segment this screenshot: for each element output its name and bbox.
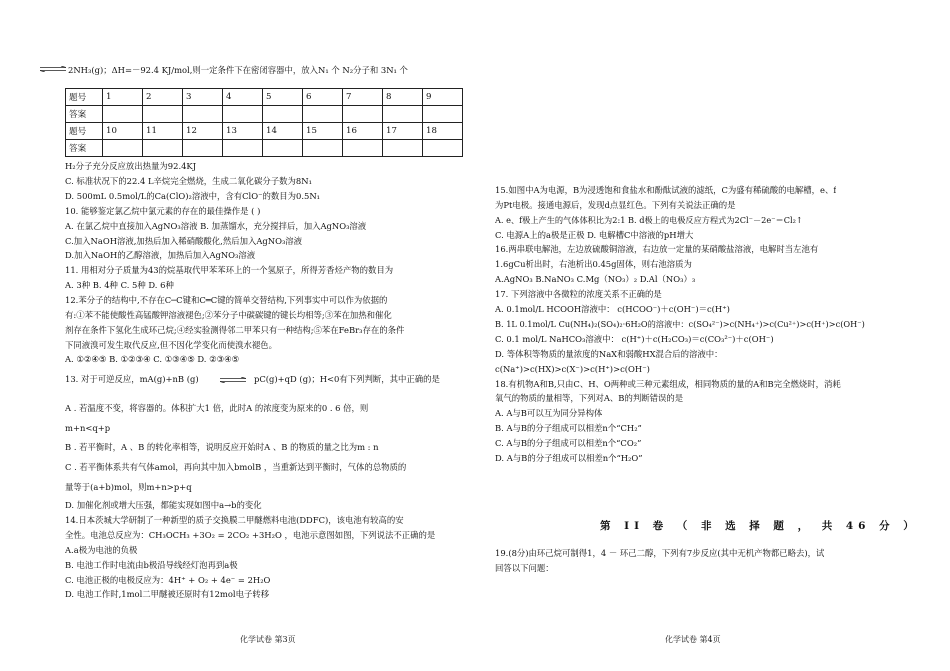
answer-cell[interactable] — [423, 106, 463, 123]
table-row — [66, 89, 463, 106]
text-line: C. 电池正极的电极反应为：4H⁺ + O₂ + 4e⁻ = 2H₂O — [65, 575, 271, 585]
question-number: 1 — [103, 89, 143, 106]
question-16: 16.两串联电解池，左边放硫酸铜溶液，右边放一定量的某硝酸盐溶液，电解时当左池有 — [495, 244, 819, 254]
question-number: 16 — [343, 123, 383, 140]
text-line: D. 加催化剂或增大压强，都能实现如图中a→b的变化 — [65, 500, 262, 510]
equilibrium-arrow-icon — [40, 66, 66, 72]
question-12: 12.苯分子的结构中,不存在C─C键和C═C键的简单交替结构,下列事实中可以作为依据的 — [65, 295, 388, 305]
text-line: D.加入NaOH的乙醇溶液，加热后加入AgNO₃溶液 — [65, 250, 256, 260]
question-number: 12 — [183, 123, 223, 140]
text-line: m+n<q+p — [65, 423, 111, 433]
table-row — [66, 106, 463, 123]
answer-cell[interactable] — [383, 140, 423, 157]
text-line: A.a极为电池的负极 — [65, 545, 138, 555]
answer-table — [65, 88, 463, 157]
answer-cell[interactable] — [223, 106, 263, 123]
text-line: C. 电源A上的a极是正极 D. 电解槽C中溶液的pH增大 — [495, 230, 694, 240]
answer-cell[interactable] — [103, 140, 143, 157]
row-label: 题号 — [66, 123, 103, 140]
text-line: 有:①苯不能使酸性高锰酸钾溶液褪色;②苯分子中碳碳键的键长均相等;③苯在加热和催化 — [65, 310, 392, 320]
question-18: 18.有机物A和B,只由C、H、O两种或三种元素组成，相同物质的量的A和B完全燃烧时，消耗 — [495, 379, 841, 389]
text-line: 氧气的物质的量相等，下列对A、B的判断错误的是 — [495, 393, 684, 403]
question-11: 11. 用相对分子质量为43的烷基取代甲苯苯环上的一个氢原子，所得芳香烃产物的数目为 — [65, 265, 394, 275]
question-15: 15.如图中A为电源，B为浸透饱和食盐水和酚酞试液的滤纸，C为盛有稀硫酸的电解槽，e、f — [495, 185, 837, 195]
question-13: 13. 对于可逆反应，mA(g)+nB (g) — [65, 374, 199, 384]
question-number: 13 — [223, 123, 263, 140]
question-number: 14 — [263, 123, 303, 140]
question-number: 7 — [343, 89, 383, 106]
question-19: 19.(8分)由环己烷可制得1，4 － 环己二醇，下列有7步反应(其中无机产物都已略去)，试 — [495, 548, 825, 558]
answer-cell[interactable] — [183, 140, 223, 157]
question-number: 8 — [383, 89, 423, 106]
text-line: A. ①②④⑤ B. ①②③④ C. ①③④⑤ D. ②③④⑤ — [65, 354, 240, 364]
section-title: 第 II 卷 （ 非 选 择 题 ， 共 46 分 ） — [600, 520, 919, 532]
row-label: 答案 — [66, 106, 103, 123]
answer-cell[interactable] — [143, 140, 183, 157]
answer-cell[interactable] — [343, 140, 383, 157]
answer-cell[interactable] — [223, 140, 263, 157]
text-line: B. A与B的分子组成可以相差n个“CH₂” — [495, 423, 642, 433]
text-line: H₂分子充分反应放出热量为92.4KJ — [65, 161, 197, 171]
answer-cell[interactable] — [423, 140, 463, 157]
question-number: 9 — [423, 89, 463, 106]
table-row — [66, 123, 463, 140]
text-line: D. 等体积等物质的量浓度的NaX和弱酸HX混合后的溶液中： — [495, 349, 723, 359]
question-number: 5 — [263, 89, 303, 106]
text-line: B . 若平衡时，A 、B 的转化率相等，说明反应开始时A 、B 的物质的量之比为m : n — [65, 442, 379, 452]
question-number: 3 — [183, 89, 223, 106]
text-line: A. 0.1mol/L HCOOH溶液中： c(HCOO⁻)＋c(OH⁻)＝c(H⁺) — [495, 304, 730, 314]
text-line: D. A与B的分子组成可以相差n个“H₂O” — [495, 453, 643, 463]
text-line: A. 3种 B. 4种 C. 5种 D. 6种 — [65, 280, 174, 290]
text-line: A. A与B可以互为同分异构体 — [495, 408, 603, 418]
text-line: c(Na⁺)>c(HX)>c(X⁻)>c(H⁺)>c(OH⁻) — [495, 364, 650, 374]
answer-cell[interactable] — [143, 106, 183, 123]
answer-cell[interactable] — [183, 106, 223, 123]
answer-cell[interactable] — [343, 106, 383, 123]
header-fragment: 2NH₃(g)；ΔH=－92.4 KJ/mol,则一定条件下在密闭容器中，放入N₁ 个 N₂分子和 3N₁ 个 — [68, 65, 408, 75]
row-label: 题号 — [66, 89, 103, 106]
text-line: C . 若平衡体系共有气体amol，再向其中加入bmolB ，当重新达到平衡时，气体的总物质的 — [65, 462, 407, 472]
question-number: 2 — [143, 89, 183, 106]
question-number: 17 — [383, 123, 423, 140]
answer-cell[interactable] — [263, 140, 303, 157]
table-row — [66, 140, 463, 157]
text-line: C.加入NaOH溶液,加热后加入稀硝酸酸化,然后加入AgNO₃溶液 — [65, 236, 303, 246]
text-line: 量等于(a+b)mol，则m+n>p+q — [65, 482, 192, 492]
page-footer-right: 化学试卷 第4页 — [665, 635, 721, 644]
equilibrium-arrow-icon — [220, 377, 246, 383]
question-number: 15 — [303, 123, 343, 140]
text-line: D. 电池工作时,1mol二甲醚被还原时有12mol电子转移 — [65, 589, 270, 599]
text-line: C. 标准状况下的22.4 L辛烷完全燃烧，生成二氧化碳分子数为8N₁ — [65, 176, 312, 186]
text-line: 回答以下问题： — [495, 563, 554, 573]
text-line: A . 若温度不变，将容器的。体积扩大1 倍，此时A 的浓度变为原来的0 . 6 倍，则 — [65, 403, 369, 413]
question-17: 17. 下列溶液中各微粒的浓度关系不正确的是 — [495, 289, 662, 299]
row-label: 答案 — [66, 140, 103, 157]
question-number: 11 — [143, 123, 183, 140]
answer-cell[interactable] — [303, 106, 343, 123]
question-14: 14.日本茨城大学研制了一种新型的质子交换膜二甲醚燃料电池(DDFC)，该电池有较高的安 — [65, 515, 404, 525]
text-line: 为Pt电极。接通电源后，发现d点显红色。下列有关说法正确的是 — [495, 200, 736, 210]
text-line: C. 0.1 mol/L NaHCO₃溶液中： c(H⁺)＋c(H₂CO₃)＝c(CO₃²⁻)＋c(OH⁻) — [495, 334, 774, 344]
text-line: D. 500mL 0.5mol/L的Ca(ClO)₂溶液中，含有ClO⁻的数目为0.5N₁ — [65, 191, 321, 201]
text-line: C. A与B的分子组成可以相差n个“CO₂” — [495, 438, 642, 448]
text-line: 下同液溴可发生取代反应,但不因化学变化而使溴水褪色。 — [65, 340, 278, 350]
answer-cell[interactable] — [263, 106, 303, 123]
answer-cell[interactable] — [103, 106, 143, 123]
question-number: 18 — [423, 123, 463, 140]
text-line: A.AgNO₃ B.NaNO₃ C.Mg（NO₃）₂ D.Al（NO₃）₃ — [495, 274, 696, 284]
page-footer-left: 化学试卷 第3页 — [240, 635, 296, 644]
text-line: A. 在氯乙烷中直接加入AgNO₃溶液 B. 加蒸馏水，充分搅拌后，加入AgNO₃溶液 — [65, 221, 367, 231]
text-line: pC(g)+qD (g)；H<0有下列判断，其中正确的是 — [254, 374, 440, 384]
text-line: 全性。电池总反应为：CH₃OCH₃ +3O₂ = 2CO₂ +3H₂O ，电池示意图如图，下列说法不正确的是 — [65, 530, 436, 540]
question-number: 4 — [223, 89, 263, 106]
text-line: 剂存在条件下氢化生成环己烷;④经实验测得邻二甲苯只有一种结构;⑤苯在FeBr₃存在的条件 — [65, 325, 405, 335]
answer-cell[interactable] — [303, 140, 343, 157]
text-line: A. e、f极上产生的气体体积比为2:1 B. d极上的电极反应方程式为2Cl⁻－2e⁻＝Cl₂↑ — [495, 215, 803, 225]
answer-cell[interactable] — [383, 106, 423, 123]
question-10: 10. 能够鉴定氯乙烷中氯元素的存在的最佳操作是 ( ) — [65, 206, 261, 216]
question-number: 10 — [103, 123, 143, 140]
text-line: B. 电池工作时电流由b极沿导线经灯泡再到a极 — [65, 560, 238, 570]
text-line: 1.6gCu析出时，右池析出0.45g固体，则右池溶质为 — [495, 259, 692, 269]
text-line: B. 1L 0.1mol/L Cu(NH₄)₂(SO₄)₂·6H₂O的溶液中：c(SO₄²⁻)>c(NH₄⁺)>c(Cu²⁺)>c(H⁺)>c(OH⁻) — [495, 319, 865, 329]
question-number: 6 — [303, 89, 343, 106]
